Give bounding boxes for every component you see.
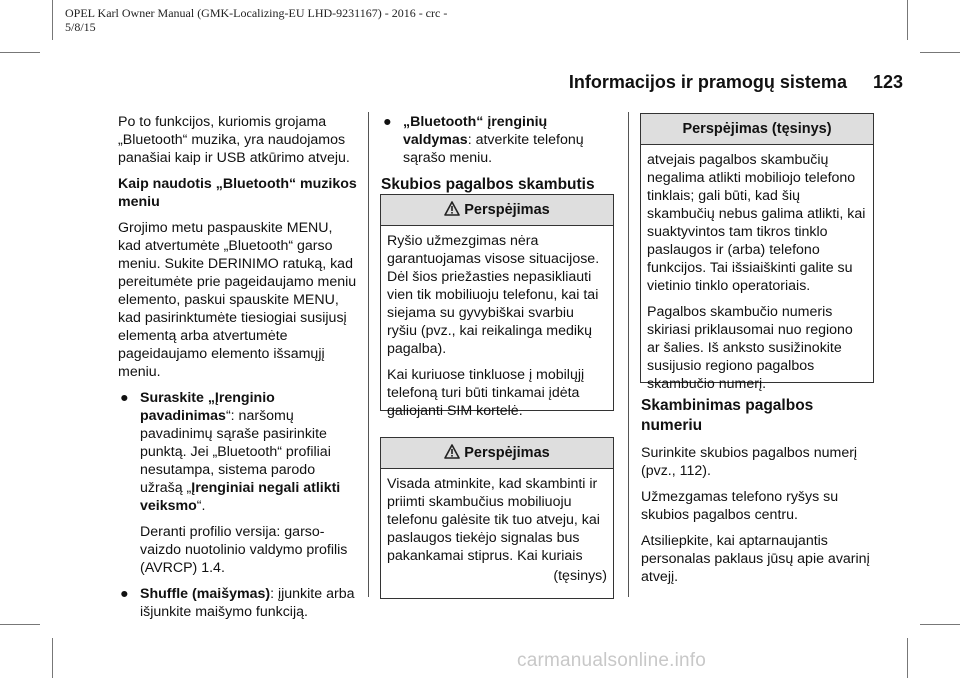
column-divider [628, 112, 629, 597]
list-item [118, 389, 358, 515]
crop-mark [52, 638, 53, 678]
warning-body [641, 145, 873, 393]
crop-mark [920, 52, 960, 53]
continued-label: (tęsinys) [553, 568, 607, 584]
paragraph: Užmezgamas telefono ryšys su skubios pagalbos centru. [641, 489, 839, 523]
warning-header [381, 195, 613, 226]
paragraph: Atsiliepkite, kai aptarnaujantis personalas paklaus jūsų apie avarinį atvejį. [641, 533, 870, 585]
crop-mark [920, 624, 960, 625]
subsection-heading: Kaip naudotis „Bluetooth“ muzikos meniu [118, 176, 357, 210]
list-text: : atverkite telefonų sąrašo meniu. [403, 132, 584, 166]
bold-text: Shuffle (maišymas) [140, 586, 271, 602]
list-item [381, 113, 614, 167]
list-item [118, 585, 358, 621]
paragraph: Kai kuriuose tinkluose į mobilųjį telefoną turi būti tinkamai įdėta galiojanti SIM kortelė. [387, 367, 585, 419]
warning-body [381, 469, 613, 585]
crop-mark [907, 638, 908, 678]
column-middle [381, 113, 614, 195]
paragraph: atvejais pagalbos skambučių negalima atlikti mobiliojo telefono tinklais; gali būti, kad šių skambučių nebus galima atlikti, kai suaktyvintos tam tikros tinklo paslaugos ir (arba) telefono funkcijos. Tai išsiaiškinti galite su vietinio tinklo operatoriais. [647, 152, 866, 294]
bold-text: Įrenginiai negali atlikti veiksmo [140, 480, 341, 514]
meta-line-1: OPEL Karl Owner Manual (GMK-Localizing-EU LHD-9231167) - 2016 - crc - [65, 6, 448, 20]
column-left [118, 113, 358, 629]
watermark: carmanualsonline.info [517, 650, 707, 671]
paragraph: Grojimo metu paspauskite MENU, kad atvertumėte „Bluetooth“ garso meniu. Sukite DERINIMO ratuką, kad pereitumėte prie pageidaujamo meniu elemento, paskui spauskite MENU, kad pasirinktumėte tiesiogiai susijusį elementą arba atvertumėte pageidaujamo elemento išsamųjį meniu. [118, 220, 357, 380]
paragraph: Deranti profilio versija: garso-vaizdo nuotolinio valdymo profilis (AVRCP) 1.4. [140, 524, 348, 576]
list-item-continuation [118, 523, 358, 577]
warning-title: Perspėjimas [464, 202, 550, 218]
crop-mark [0, 624, 40, 625]
warning-box [380, 437, 614, 599]
section-title: Informacijos ir pramogų sistema [568, 72, 847, 92]
warning-header: Perspėjimas (tęsinys) [641, 114, 873, 145]
section-heading: Skubios pagalbos skambutis [381, 176, 595, 193]
crop-mark [0, 52, 40, 53]
warning-title: Perspėjimas [464, 445, 550, 461]
crop-mark [52, 0, 53, 40]
warning-box-continued [640, 113, 874, 392]
warning-triangle-icon [444, 201, 460, 216]
page-number: 123 [872, 72, 903, 92]
meta-line-2: 5/8/15 [65, 20, 96, 34]
bullet-icon: ● [120, 390, 129, 406]
list-text: “. [196, 498, 206, 514]
bullet-icon: ● [383, 114, 392, 130]
paragraph: Pagalbos skambučio numeris skiriasi priklausomai nuo regiono ar šalies. Iš anksto susižinokite susijusio regiono pagalbos skambučio numerį. [647, 304, 853, 392]
warning-triangle-icon [444, 444, 460, 459]
crop-mark [907, 0, 908, 40]
list-text: “: naršomų pavadinimų sąraše pasirinkite punktą. Jei „Bluetooth“ profiliai nesutampa, sistema parodo užrašą „ [140, 408, 331, 496]
list-text: : įjunkite arba išjunkite maišymo funkciją. [140, 586, 355, 620]
paragraph: Ryšio užmezgimas nėra garantuojamas visose situacijose. Dėl šios priežasties nepasikliauti vien tik mobiliuoju telefonu, kai tai siejama su gyvybiškai svarbiu ryšiu (pvz., kai reikalinga medikų pagalba). [387, 233, 600, 357]
page-header [569, 72, 903, 93]
warning-body [381, 226, 613, 420]
paragraph: Visada atminkite, kad skambinti ir priimti skambučius mobiliuoju telefonu galėsite tik tuo atveju, kai paslaugos tiekėjo signalas bus pakankamai stiprus. Kai kuriais [387, 476, 600, 564]
print-metadata [65, 6, 447, 34]
column-right [641, 396, 873, 594]
bold-text: Suraskite „Įrenginio pavadinimas [140, 390, 275, 424]
bullet-icon: ● [120, 586, 129, 602]
bold-text: „Bluetooth“ įrenginių valdymas [403, 114, 548, 148]
column-divider [368, 112, 369, 597]
section-heading: Skambinimas pagalbos numeriu [641, 397, 814, 434]
paragraph: Surinkite skubios pagalbos numerį (pvz., 112). [641, 445, 858, 479]
paragraph: Po to funkcijos, kuriomis grojama „Bluetooth“ muzika, yra naudojamos panašiai kaip ir USB atkūrimo atveju. [118, 114, 350, 166]
warning-header [381, 438, 613, 469]
warning-box [380, 194, 614, 419]
